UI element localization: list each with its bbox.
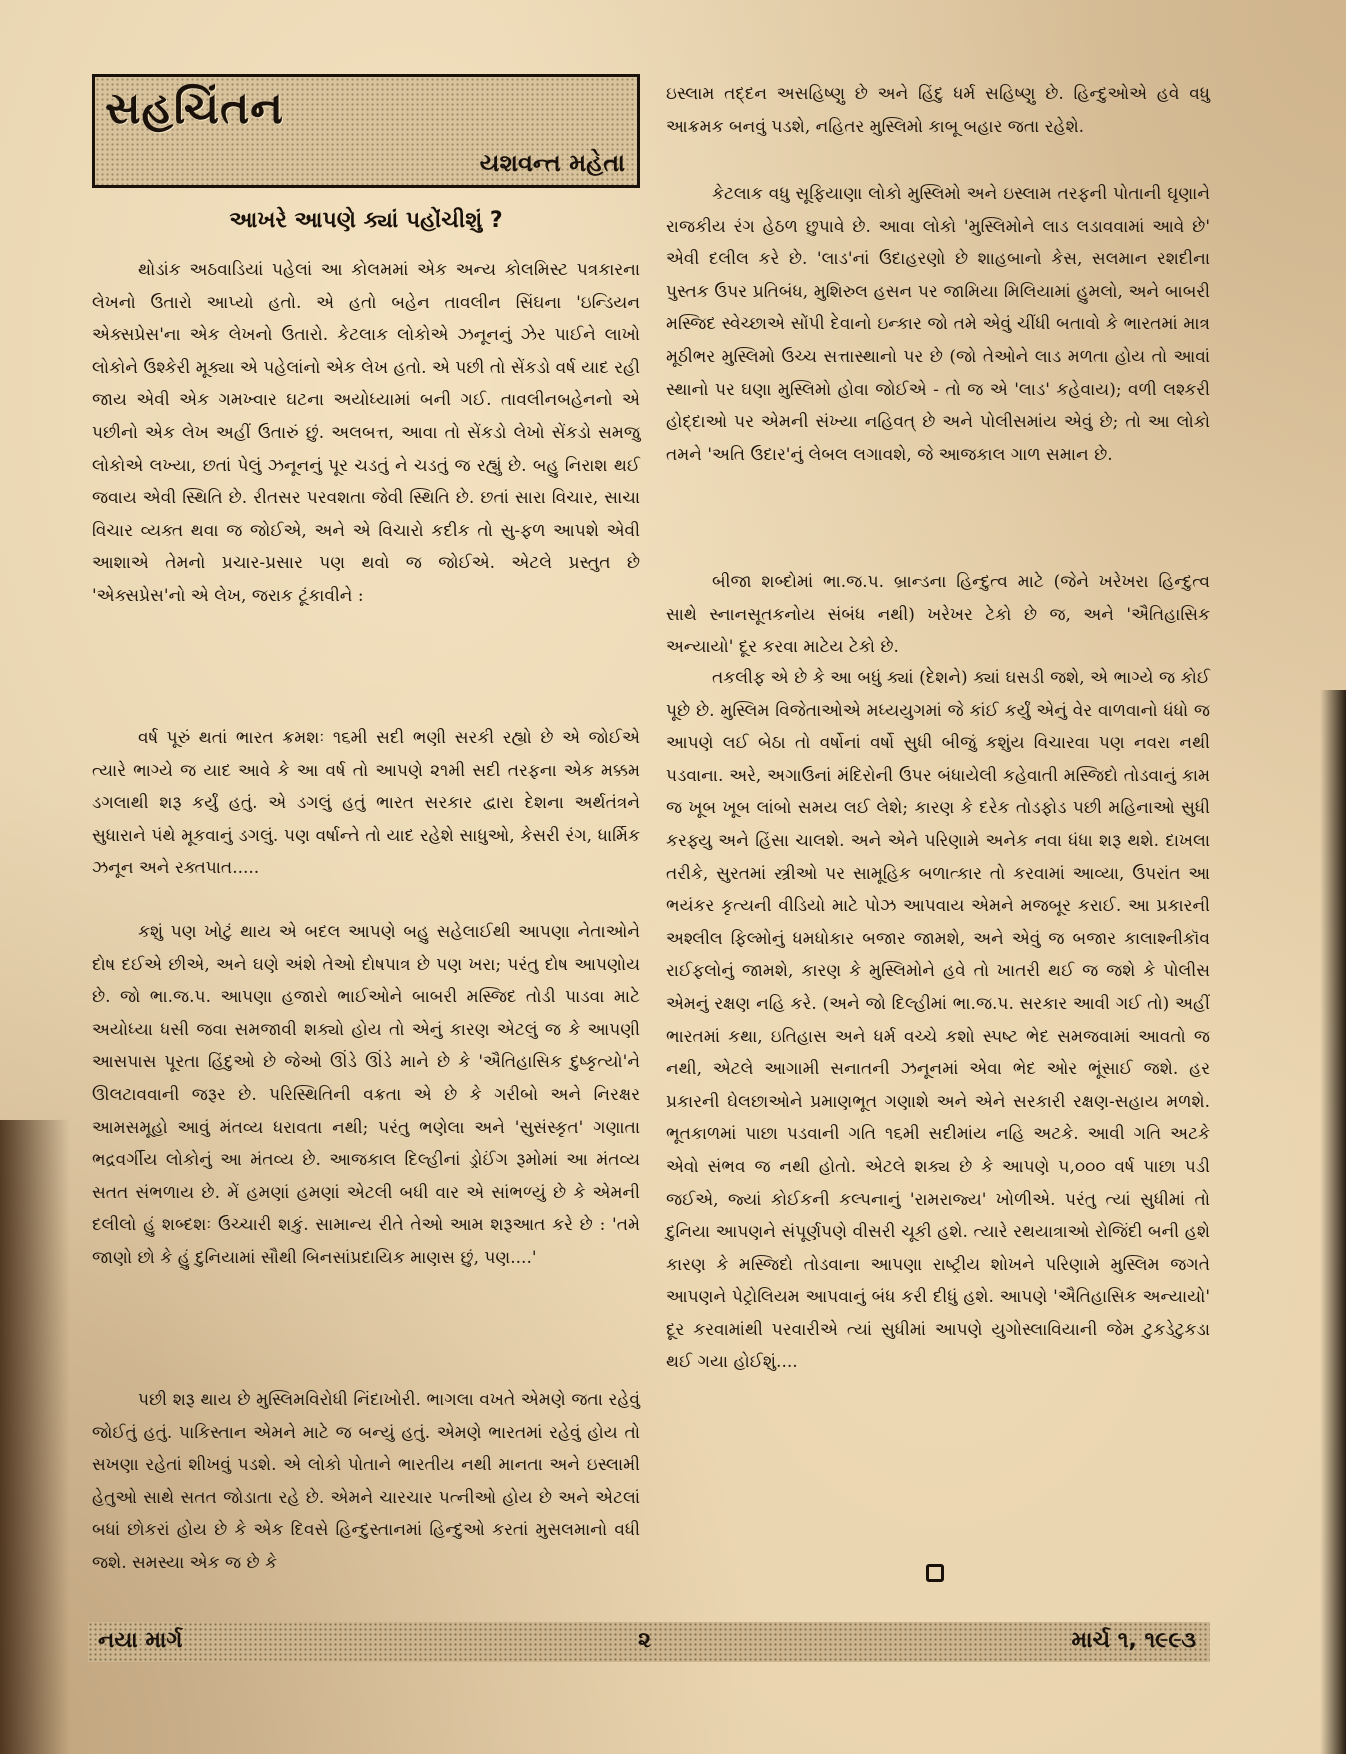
- page-number: ૨: [638, 1628, 651, 1653]
- paragraph: વર્ષ પૂરું થતાં ભારત ક્રમશઃ ૧૬મી સદી ભણી સરકી રહ્યો છે એ જોઈએ ત્યારે ભાગ્યે જ યાદ આવે કે આ વર્ષ તો આપણે ૨૧મી સદી તરફના એક મક્કમ ડગલાથી શરૂ કર્યું હતું. એ ડગલું હતું ભારત સરકાર દ્વારા દેશના અર્થતંત્રને સુધારાને પંથે મૂકવાનું ડગલું. પણ વર્ષાન્તે તો યાદ રહેશે સાધુઓ, કેસરી રંગ, ધાર્મિક ઝનૂન અને રક્તપાત.....: [92, 728, 640, 879]
- paragraph: પછી શરૂ થાય છે મુસ્લિમવિરોધી નિંદાખોરી. ભાગલા વખતે એમણે જતા રહેવું જોઈતું હતું. પાકિસ્તાન એમને માટે જ બન્યું હતું. એમણે ભારતમાં રહેવું હોય તો સખણા રહેતાં શીખવું પડશે. એ લોકો પોતાને ભારતીય નથી માનતા અને ઇસ્લામી હેતુઓ સાથે સતત જોડાતા રહે છે. એમને ચારચાર પત્નીઓ હોય છે અને એટલાં બધાં છોકરાં હોય છે કે એક દિવસે હિન્દુસ્તાનમાં હિન્દુઓ કરતાં મુસલમાનો વધી જશે. સમસ્યા એક જ છે કે: [92, 1390, 640, 1573]
- paragraph: કશું પણ ખોટું થાય એ બદલ આપણે બહુ સહેલાઈથી આપણા નેતાઓને દોષ દઈએ છીએ, અને ઘણે અંશે તેઓ દોષપાત્ર છે પણ ખરા; પરંતુ દોષ આપણોય છે. જો ભા.જ.પ. આપણા હજારો ભાઈઓને બાબરી મસ્જિદ તોડી પાડવા માટે અયોધ્યા ધસી જવા સમજાવી શક્યો હોય તો એનું કારણ એટલું જ કે આપણી આસપાસ પૂરતા હિંદુઓ છે જેઓ ઊંડે ઊંડે માને છે કે 'ઐતિહાસિક દુષ્કૃત્યો'ને ઊલટાવવાની જરૂર છે. પરિસ્થિતિની વક્રતા એ છે કે ગરીબો અને નિરક્ષર આમસમૂહો આવું મંતવ્ય ધરાવતા નથી; પરંતુ ભણેલા અને 'સુસંસ્કૃત' ગણાતા ભદ્રવર્ગીય લોકોનું આ મંતવ્ય છે. આજકાલ દિલ્હીનાં ડ્રોઈંગ રૂમોમાં આ મંતવ્ય સતત સંભળાય છે. મેં હમણાં હમણાં એટલી બધી વાર એ સાંભળ્યું છે કે એમની દલીલો હું શબ્દશઃ ઉચ્ચારી શકું. સામાન્ય રીતે તેઓ આમ શરૂઆત કરે છે : 'તમે જાણો છો કે હું દુનિયામાં સૌથી બિનસાંપ્રદાયિક માણસ છું, પણ....': [92, 922, 640, 1268]
- publication-name: નયા માર્ગ: [98, 1628, 183, 1653]
- paragraph: ઇસ્લામ તદ્દન અસહિષ્ણુ છે અને હિંદુ ધર્મ સહિષ્ણુ છે. હિન્દુઓએ હવે વધુ આક્રમક બનવું પડશે, નહિતર મુસ્લિમો કાબૂ બહાર જતા રહેશે.: [666, 84, 1210, 137]
- paragraph: તકલીફ એ છે કે આ બધું ક્યાં (દેશને) ક્યાં ઘસડી જશે, એ ભાગ્યે જ કોઈ પૂછે છે. મુસ્લિમ વિજેતાઓએ મધ્યયુગમાં જે કાંઈ કર્યું એનું વેર વાળવાનો ધંધો જ આપણે લઈ બેઠા તો વર્ષોનાં વર્ષો સુધી બીજું કશુંય વિચારવા પણ નવરા નથી પડવાના. અરે, અગાઉનાં મંદિરોની ઉપર બંધાયેલી કહેવાતી મસ્જિદો તોડવાનું કામ જ ખૂબ ખૂબ લાંબો સમય લઈ લેશે; કારણ કે દરેક તોડફોડ પછી મહિનાઓ સુધી કરફ્યુ અને હિંસા ચાલશે. અને એને પરિણામે અનેક નવા ધંધા શરૂ થશે. દાખલા તરીકે, સુરતમાં સ્ત્રીઓ પર સામૂહિક બળાત્કાર તો કરવામાં આવ્યા, ઉપરાંત આ ભયંકર કૃત્યની વીડિયો માટે પોઝ આપવાય એમને મજબૂર કરાઈ. આ પ્રકારની અશ્લીલ ફિલ્મોનું ધમધોકાર બજાર જામશે, અને એવું જ બજાર કાલાશ્નીકૉવ રાઈફલોનું જામશે, કારણ કે મુસ્લિમોને હવે તો ખાતરી થઈ જ જશે કે પોલીસ એમનું રક્ષણ નહિ કરે. (અને જો દિલ્હીમાં ભા.જ.પ. સરકાર આવી ગઈ તો) અહીં ભારતમાં કથા, ઇતિહાસ અને ધર્મ વચ્ચે કશો સ્પષ્ટ ભેદ સમજવામાં આવતો જ નથી, એટલે આગામી સનાતની ઝનૂનમાં એવા ભેદ ઓર ભૂંસાઈ જશે. હર પ્રકારની ઘેલછાઓને પ્રમાણભૂત ગણાશે અને એને સરકારી રક્ષણ-સહાય મળશે. ભૂતકાળમાં પાછા પડવાની ગતિ ૧૬મી સદીમાંય નહિ અટકે. આવી ગતિ અટકે એવો સંભવ જ નથી હોતો. એટલે શક્ય છે કે આપણે ૫,૦૦૦ વર્ષ પાછા પડી જઈએ, જ્યાં કોઈકની કલ્પનાનું 'રામરાજ્ય' ખોળીએ. પરંતુ ત્યાં સુધીમાં તો દુનિયા આપણને સંપૂર્ણપણે વીસરી ચૂકી હશે. ત્યારે રથયાત્રાઓ રોજિંદી બની હશે કારણ કે મસ્જિદો તોડવાના આપણા રાષ્ટ્રીય શોખને પરિણામે મુસ્લિમ જગતે આપણને પેટ્રોલિયમ આપવાનું બંધ કરી દીધું હશે. આપણે 'ઐતિહાસિક અન્યાયો' દૂર કરવામાંથી પરવારીએ ત્યાં સુધીમાં આપણે યુગોસ્લાવિયાની જેમ ટુકડેટુકડા થઈ ગયા હોઈશું....: [666, 668, 1210, 1373]
- end-of-article-mark-icon: [926, 1564, 944, 1582]
- author-name: યશવન્ત મહેતા: [479, 149, 625, 177]
- paragraph: બીજા શબ્દોમાં ભા.જ.પ. બ્રાન્ડના હિન્દુત્વ માટે (જેને ખરેખરા હિન્દુત્વ સાથે સ્નાનસૂતકનોય સંબંધ નથી) ખરેખર ટેકો છે જ, અને 'ઐતિહાસિક અન્યાયો' દૂર કરવા માટેય ટેકો છે.: [666, 572, 1210, 658]
- page-footer: [88, 1622, 1210, 1662]
- paragraph: કેટલાક વધુ સૂફિયાણા લોકો મુસ્લિમો અને ઇસ્લામ તરફની પોતાની ઘૃણાને રાજકીય રંગ હેઠળ છુપાવે છે. આવા લોકો 'મુસ્લિમોને લાડ લડાવવામાં આવે છે' એવી દલીલ કરે છે. 'લાડ'નાં ઉદાહરણો છે શાહબાનો કેસ, સલમાન રશદીના પુસ્તક ઉપર પ્રતિબંધ, મુશિરુલ હસન પર જામિયા મિલિયામાં હુમલો, અને બાબરી મસ્જિદ સ્વેચ્છાએ સોંપી દેવાનો ઇન્કાર જો તમે એવું ચીંધી બતાવો કે ભારતમાં માત્ર મૂઠીભર મુસ્લિમો ઉચ્ચ સત્તાસ્થાનો પર છે (જો તેઓને લાડ મળતા હોય તો આવાં સ્થાનો પર ઘણા મુસ્લિમો હોવા જોઈએ - તો જ એ 'લાડ' કહેવાય); વળી લશ્કરી હોદ્દાઓ પર એમની સંખ્યા નહિવત્ છે અને પોલીસમાંય એવું છે; તો આ લોકો તમને 'અતિ ઉદાર'નું લેબલ લગાવશે, જે આજકાલ ગાળ સમાન છે.: [666, 184, 1210, 465]
- paragraph: થોડાંક અઠવાડિયાં પહેલાં આ કોલમમાં એક અન્ય કોલમિસ્ટ પત્રકારના લેખનો ઉતારો આપ્યો હતો. એ હતો બહેન તાવલીન સિંઘના 'ઇન્ડિયન એક્સપ્રેસ'ના એક લેખનો ઉતારો. કેટલાક લોકોએ ઝનૂનનું ઝેર પાઈને લાખો લોકોને ઉશ્કેરી મૂક્યા એ પહેલાંનો એક લેખ હતો. એ પછી તો સેંકડો વર્ષ યાદ રહી જાય એવી એક ગમખ્વાર ઘટના અયોધ્યામાં બની ગઈ. તાવલીનબહેનનો એ પછીનો એક લેખ અહીં ઉતારું છું. અલબત્ત, આવા તો સેંકડો લેખો સેંકડો સમજુ લોકોએ લખ્યા, છતાં પેલું ઝનૂનનું પૂર ચડતું ને ચડતું જ રહ્યું છે. બહુ નિરાશ થઈ જવાય એવી સ્થિતિ છે. રીતસર પરવશતા જેવી સ્થિતિ છે. છતાં સારા વિચાર, સાચા વિચાર વ્યક્ત થવા જ જોઈએ, અને એ વિચારો કદીક તો સુ-ફળ આપશે એવી આશાએ તેમનો પ્રચાર-પ્રસાર પણ થવો જ જોઈએ. એટલે પ્રસ્તુત છે 'એક્સપ્રેસ'નો એ લેખ, જરાક ટૂંકાવીને :: [92, 260, 640, 606]
- issue-date: માર્ચ ૧, ૧૯૯૩: [1071, 1628, 1196, 1653]
- column-title: સહચિંતન: [105, 83, 285, 134]
- page-edge-shadow-right: [1320, 690, 1346, 1754]
- page-edge-shadow-left: [0, 1120, 70, 1754]
- column-header-box: [92, 74, 640, 188]
- article-heading: આખરે આપણે ક્યાં પહોંચીશું ?: [229, 208, 503, 233]
